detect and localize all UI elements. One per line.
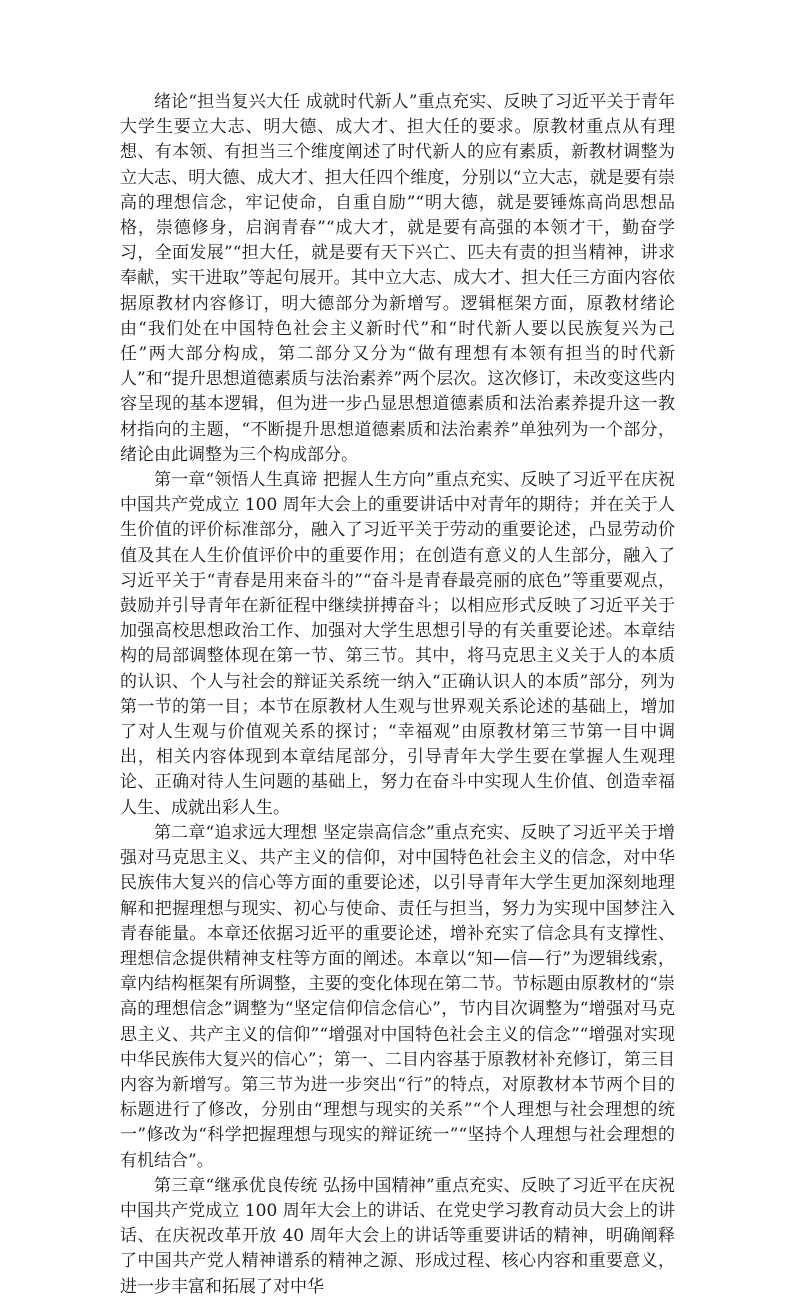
paragraph-chapter-one: 第一章“领悟人生真谛 把握人生方向”重点充实、反映了习近平在庆祝中国共产党成立 100 周年大会上的重要讲话中对青年的期待；并在关于人生价值的评价标准部分，融入了习近平关于劳动的重要论述，凸显劳动价值及其在人生价值评价中的重要作用；在创造有意义的人生部分，融入了习近平关于“青春是用来奋斗的”“奋斗是青春最亮丽的底色”等重要观点，鼓励并引导青年在新征程中继续拼搏奋斗；以相应形式反映了习近平关于加强高校思想政治工作、加强对大学生思想引导的有关重要论述。本章结构的局部调整体现在第一节、第三节。其中，将马克思主义关于人的本质的认识、个人与社会的辩证关系统一纳入“正确认识人的本质”部分，列为第一节的第一目；本节在原教材人生观与世界观关系论述的基础上，增加了对人生观与价值观关系的探讨；“幸福观”由原教材第三节第一目中调出，相关内容体现到本章结尾部分，引导青年大学生要在掌握人生观理论、正确对待人生问题的基础上，努力在奋斗中实现人生价值、创造幸福人生、成就出彩人生。 [120,470,675,818]
document-page [120,90,675,1300]
paragraph-chapter-two: 第二章“追求远大理想 坚定崇高信念”重点充实、反映了习近平关于增强对马克思主义、共产主义的信仰，对中国特色社会主义的信念，对中华民族伟大复兴的信心等方面的重要论述，以引导青年大学生更加深刻地理解和把握理想与现实、初心与使命、责任与担当，努力为实现中国梦注入青春能量。本章还依据习近平的重要论述，增补充实了信念具有支撑性、理想信念提供精神支柱等方面的阐述。本章以“知—信—行”为逻辑线索，章内结构框架有所调整，主要的变化体现在第二节。节标题由原教材的“崇高的理想信念”调整为“坚定信仰信念信心”，节内目次调整为“增强对马克思主义、共产主义的信仰”“增强对中国特色社会主义的信念”“增强对实现中华民族伟大复兴的信心”；第一、二目内容基于原教材补充修订，第三目内容为新增写。第三节为进一步突出“行”的特点，对原教材本节两个目的标题进行了修改，分别由“理想与现实的关系”“个人理想与社会理想的统一”修改为“科学把握理想与现实的辩证统一”“坚持个人理想与社会理想的有机结合”。 [120,822,675,1171]
paragraph-chapter-three: 第三章“继承优良传统 弘扬中国精神”重点充实、反映了习近平在庆祝中国共产党成立 100 周年大会上的讲话、在党史学习教育动员大会上的讲话、在庆祝改革开放 40 周年大会上的讲话等重要讲话的精神，明确阐释了中国共产党人精神谱系的精神之源、形成过程、核心内容和重要意义，进一步丰富和拓展了对中华 [120,1175,675,1297]
paragraph-introduction: 绪论“担当复兴大任 成就时代新人”重点充实、反映了习近平关于青年大学生要立大志、明大德、成大才、担大任的要求。原教材重点从有理想、有本领、有担当三个维度阐述了时代新人的应有素质，新教材调整为立大志、明大德、成大才、担大任四个维度，分别以“立大志，就是要有崇高的理想信念，牢记使命，自重自励”“明大德，就是要锤炼高尚思想品格，崇德修身，启润青春”“成大才，就是要有高强的本领才干，勤奋学习，全面发展”“担大任，就是要有天下兴亡、匹夫有责的担当精神，讲求奉献，实干进取”等起句展开。其中立大志、成大才、担大任三方面内容依据原教材内容修订，明大德部分为新增写。逻辑框架方面，原教材绪论由“我们处在中国特色社会主义新时代”和“时代新人要以民族复兴为己任”两大部分构成，第二部分又分为“做有理想有本领有担当的时代新人”和“提升思想道德素质与法治素养”两个层次。这次修订，未改变这些内容呈现的基本逻辑，但为进一步凸显思想道德素质和法治素养提升这一教材指向的主题，“不断提升思想道德素质和法治素养”单独列为一个部分，绪论由此调整为三个构成部分。 [120,92,675,465]
